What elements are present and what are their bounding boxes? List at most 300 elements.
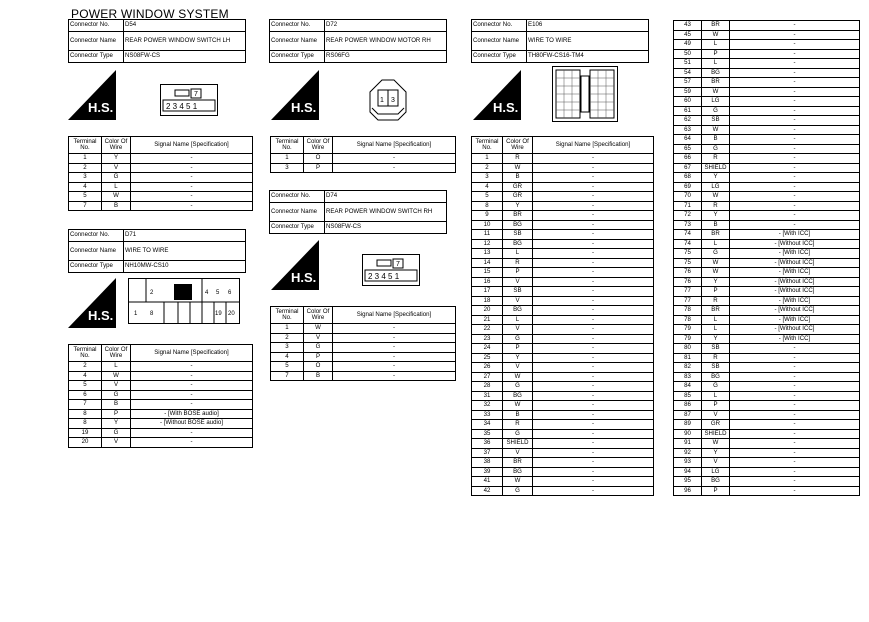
terminal-no: 76 <box>674 268 702 278</box>
hs-label: H.S. <box>88 100 114 115</box>
wire-color: BR <box>702 230 730 240</box>
header-signal: Signal Name [Specification] <box>131 137 253 154</box>
signal-name: - <box>533 391 654 401</box>
table-row <box>674 192 860 202</box>
wire-color: W <box>503 163 533 173</box>
terminal-no: 2 <box>69 163 102 173</box>
wire-color: BG <box>702 372 730 382</box>
wire-color: BR <box>503 211 533 221</box>
wire-color: BR <box>503 458 533 468</box>
hs-logo <box>68 278 116 328</box>
signal-name: - [Without ICC] <box>730 325 860 335</box>
terminal-no: 87 <box>674 410 702 420</box>
header-terminal: Terminal No. <box>271 307 304 324</box>
table-row <box>472 486 654 496</box>
signal-name: - <box>730 163 860 173</box>
table-row <box>271 154 456 164</box>
table-row <box>674 363 860 373</box>
terminal-no: 5 <box>271 362 304 372</box>
table-row <box>69 362 253 372</box>
header-signal: Signal Name [Specification] <box>533 137 654 154</box>
signal-name: - <box>533 163 654 173</box>
table-row <box>674 21 860 31</box>
table-row <box>674 439 860 449</box>
pin-label: 2 <box>150 290 154 296</box>
connector-info-d54 <box>68 19 246 63</box>
terminal-no: 3 <box>271 343 304 353</box>
table-row <box>472 382 654 392</box>
signal-name: - <box>333 343 456 353</box>
signal-name: - [With ICC] <box>730 315 860 325</box>
wire-color: P <box>304 352 333 362</box>
table-row <box>472 306 654 316</box>
terminal-no: 20 <box>69 438 102 448</box>
table-row <box>674 135 860 145</box>
connector-type: NS08FW-CS <box>325 222 447 234</box>
label-connector-name: Connector Name <box>270 32 325 51</box>
wire-color: L <box>102 182 131 192</box>
table-row <box>69 163 253 173</box>
terminal-no: 16 <box>472 277 503 287</box>
connector-type: RS06FG <box>325 51 447 63</box>
signal-name: - <box>533 429 654 439</box>
signal-name: - <box>333 163 456 173</box>
table-row <box>69 154 253 164</box>
wire-color: B <box>102 400 131 410</box>
connector-face-d74 <box>362 254 420 286</box>
terminal-no: 61 <box>674 106 702 116</box>
wire-color: V <box>503 296 533 306</box>
connector-info-e106 <box>471 19 649 63</box>
terminal-no: 42 <box>472 486 503 496</box>
table-row <box>472 344 654 354</box>
table-row <box>472 353 654 363</box>
wire-color: B <box>702 135 730 145</box>
wire-color: BG <box>503 391 533 401</box>
wire-color: Y <box>102 419 131 429</box>
table-row <box>69 201 253 211</box>
table-row <box>69 419 253 429</box>
terminal-no: 37 <box>472 448 503 458</box>
wire-color: W <box>304 324 333 334</box>
table-row <box>674 182 860 192</box>
wire-color: SB <box>503 230 533 240</box>
terminal-no: 70 <box>674 192 702 202</box>
terminal-no: 80 <box>674 344 702 354</box>
terminal-no: 74 <box>674 230 702 240</box>
table-row <box>472 477 654 487</box>
signal-name: - <box>730 448 860 458</box>
terminal-no: 33 <box>472 410 503 420</box>
wire-color: P <box>503 344 533 354</box>
terminal-no: 9 <box>472 211 503 221</box>
terminal-no: 74 <box>674 239 702 249</box>
terminal-no: 60 <box>674 97 702 107</box>
label-connector-name: Connector Name <box>69 32 124 51</box>
table-row <box>674 334 860 344</box>
terminal-no: 49 <box>674 40 702 50</box>
table-row <box>674 410 860 420</box>
signal-name: - <box>333 371 456 381</box>
table-row <box>674 391 860 401</box>
signal-name: - <box>730 59 860 69</box>
connector-info-d71 <box>68 229 246 273</box>
signal-name: - <box>533 182 654 192</box>
signal-name: - <box>131 192 253 202</box>
terminal-no: 5 <box>69 192 102 202</box>
signal-name: - <box>730 420 860 430</box>
wire-color: L <box>702 40 730 50</box>
table-row <box>472 211 654 221</box>
terminal-no: 92 <box>674 448 702 458</box>
hs-logo <box>271 70 319 120</box>
wire-color: BR <box>702 78 730 88</box>
table-row <box>69 400 253 410</box>
signal-name: - [Without ICC] <box>730 306 860 316</box>
table-row <box>472 201 654 211</box>
wire-color: SB <box>702 116 730 126</box>
terminal-no: 3 <box>69 173 102 183</box>
table-row <box>674 353 860 363</box>
table-row <box>674 106 860 116</box>
pin-label-top: 7 <box>396 261 400 268</box>
table-row <box>472 249 654 259</box>
signal-name: - [With ICC] <box>730 249 860 259</box>
wire-color: R <box>702 154 730 164</box>
connector-no: D71 <box>124 230 246 242</box>
signal-name: - <box>131 362 253 372</box>
terminal-no: 66 <box>674 154 702 164</box>
signal-name: - <box>533 277 654 287</box>
terminal-no: 38 <box>472 458 503 468</box>
wire-color: Y <box>503 353 533 363</box>
signal-name: - [Without ICC] <box>730 287 860 297</box>
wire-color: B <box>503 410 533 420</box>
terminal-table-d74 <box>270 306 456 381</box>
signal-name: - <box>730 78 860 88</box>
signal-name: - <box>730 486 860 496</box>
wire-color: V <box>503 363 533 373</box>
table-row <box>69 192 253 202</box>
wire-color: R <box>702 296 730 306</box>
wire-color: G <box>503 486 533 496</box>
table-row <box>472 154 654 164</box>
signal-name: - <box>533 211 654 221</box>
wire-color: SHIELD <box>702 429 730 439</box>
wire-color: BR <box>702 306 730 316</box>
table-row <box>674 477 860 487</box>
terminal-no: 17 <box>472 287 503 297</box>
terminal-no: 77 <box>674 287 702 297</box>
wire-color: V <box>304 333 333 343</box>
signal-name: - <box>533 201 654 211</box>
wire-color: G <box>102 428 131 438</box>
table-row <box>674 97 860 107</box>
wire-color: V <box>503 325 533 335</box>
signal-name: - <box>533 353 654 363</box>
table-row <box>674 59 860 69</box>
wire-color: LG <box>702 97 730 107</box>
terminal-no: 8 <box>69 419 102 429</box>
signal-name: - <box>730 363 860 373</box>
terminal-no: 41 <box>472 477 503 487</box>
wire-color: Y <box>702 334 730 344</box>
signal-name: - [With ICC] <box>730 334 860 344</box>
terminal-no: 65 <box>674 144 702 154</box>
signal-name: - <box>533 287 654 297</box>
wire-color: GR <box>503 192 533 202</box>
table-row <box>271 324 456 334</box>
wire-color: Y <box>503 201 533 211</box>
table-row <box>271 362 456 372</box>
signal-name: - <box>730 410 860 420</box>
table-row <box>69 409 253 419</box>
wire-color: L <box>503 249 533 259</box>
wire-color: R <box>702 353 730 363</box>
terminal-no: 22 <box>472 325 503 335</box>
wire-color: SB <box>503 287 533 297</box>
terminal-no: 96 <box>674 486 702 496</box>
wire-color: G <box>304 343 333 353</box>
signal-name: - [Without ICC] <box>730 277 860 287</box>
terminal-no: 5 <box>472 192 503 202</box>
terminal-table-e106 <box>471 136 654 496</box>
wire-color: SB <box>702 363 730 373</box>
signal-name: - <box>730 382 860 392</box>
table-row <box>674 382 860 392</box>
hs-label: H.S. <box>291 100 317 115</box>
signal-name: - <box>730 68 860 78</box>
header-signal: Signal Name [Specification] <box>333 137 456 154</box>
signal-name: - <box>730 144 860 154</box>
connector-no: D54 <box>124 20 246 32</box>
terminal-no: 39 <box>472 467 503 477</box>
terminal-no: 5 <box>69 381 102 391</box>
table-row <box>69 390 253 400</box>
signal-name: - <box>730 125 860 135</box>
signal-name: - <box>533 363 654 373</box>
header-color: Color Of Wire <box>102 137 131 154</box>
terminal-no: 85 <box>674 391 702 401</box>
signal-name: - <box>533 382 654 392</box>
table-row <box>674 258 860 268</box>
signal-name: - <box>730 21 860 31</box>
signal-name: - <box>131 154 253 164</box>
signal-name: - <box>533 173 654 183</box>
signal-name: - <box>533 325 654 335</box>
terminal-no: 82 <box>674 363 702 373</box>
pin-label-bottom: 2 3 4 5 1 <box>368 272 400 281</box>
table-row <box>271 333 456 343</box>
table-row <box>69 173 253 183</box>
terminal-no: 79 <box>674 325 702 335</box>
connector-type: TH80FW-CS16-TM4 <box>527 51 649 63</box>
table-row <box>674 287 860 297</box>
connector-name: REAR POWER WINDOW SWITCH LH <box>124 32 246 51</box>
table-row <box>674 249 860 259</box>
table-row <box>472 372 654 382</box>
table-row <box>69 438 253 448</box>
wire-color: GR <box>503 182 533 192</box>
label-connector-no: Connector No. <box>270 191 325 203</box>
signal-name: - <box>131 438 253 448</box>
header-signal: Signal Name [Specification] <box>333 307 456 324</box>
signal-name: - <box>730 135 860 145</box>
signal-name: - <box>730 87 860 97</box>
signal-name: - <box>533 410 654 420</box>
wire-color: B <box>304 371 333 381</box>
label-connector-type: Connector Type <box>472 51 527 63</box>
wire-color: LG <box>702 467 730 477</box>
signal-name: - <box>333 362 456 372</box>
wire-color: G <box>702 249 730 259</box>
table-row <box>472 429 654 439</box>
table-row <box>674 154 860 164</box>
wire-color: W <box>102 371 131 381</box>
table-row <box>472 467 654 477</box>
wire-color: V <box>102 163 131 173</box>
wire-color: G <box>503 429 533 439</box>
hs-logo <box>68 70 116 120</box>
label-connector-no: Connector No. <box>270 20 325 32</box>
table-row <box>69 428 253 438</box>
wire-color: GR <box>702 420 730 430</box>
wire-color: O <box>304 154 333 164</box>
wire-color: SHIELD <box>503 439 533 449</box>
table-row <box>674 68 860 78</box>
signal-name: - <box>730 220 860 230</box>
wire-color: V <box>503 448 533 458</box>
terminal-no: 10 <box>472 220 503 230</box>
signal-name: - <box>730 458 860 468</box>
header-terminal: Terminal No. <box>69 345 102 362</box>
header-color: Color Of Wire <box>503 137 533 154</box>
connector-name: REAR POWER WINDOW MOTOR RH <box>325 32 447 51</box>
pin-label: 3 <box>391 97 395 104</box>
wire-color: L <box>702 59 730 69</box>
table-row <box>674 315 860 325</box>
signal-name: - <box>730 40 860 50</box>
pin-label: 8 <box>150 311 154 317</box>
pin-label: 4 <box>205 290 209 296</box>
table-row <box>674 420 860 430</box>
label-connector-type: Connector Type <box>69 261 124 273</box>
terminal-no: 73 <box>674 220 702 230</box>
terminal-no: 32 <box>472 401 503 411</box>
wire-color: V <box>102 381 131 391</box>
table-row <box>674 344 860 354</box>
terminal-no: 75 <box>674 258 702 268</box>
signal-name: - [With ICC] <box>730 268 860 278</box>
table-row <box>674 163 860 173</box>
signal-name: - <box>131 201 253 211</box>
terminal-no: 75 <box>674 249 702 259</box>
table-row <box>472 173 654 183</box>
connector-name: WIRE TO WIRE <box>124 242 246 261</box>
wire-color: V <box>702 458 730 468</box>
wire-color: BG <box>503 239 533 249</box>
hs-logo <box>473 70 521 120</box>
signal-name: - [With ICC] <box>730 296 860 306</box>
wire-color: W <box>503 477 533 487</box>
terminal-no: 18 <box>472 296 503 306</box>
terminal-no: 26 <box>472 363 503 373</box>
signal-name: - <box>131 381 253 391</box>
table-row <box>69 182 253 192</box>
signal-name: - [Without ICC] <box>730 258 860 268</box>
pin-label-bottom: 2 3 4 5 1 <box>166 102 198 111</box>
wire-color: P <box>304 163 333 173</box>
wire-color: BG <box>702 68 730 78</box>
signal-name: - <box>131 182 253 192</box>
signal-name: - <box>730 477 860 487</box>
signal-name: - <box>533 477 654 487</box>
table-row <box>674 458 860 468</box>
table-row <box>674 116 860 126</box>
connector-no: D74 <box>325 191 447 203</box>
table-row <box>674 325 860 335</box>
signal-name: - <box>730 401 860 411</box>
terminal-no: 54 <box>674 68 702 78</box>
terminal-no: 1 <box>271 154 304 164</box>
terminal-no: 50 <box>674 49 702 59</box>
table-row <box>472 258 654 268</box>
terminal-no: 21 <box>472 315 503 325</box>
connector-name: REAR POWER WINDOW SWITCH RH <box>325 203 447 222</box>
terminal-no: 95 <box>674 477 702 487</box>
terminal-no: 1 <box>69 154 102 164</box>
terminal-no: 7 <box>69 400 102 410</box>
wire-color: P <box>702 486 730 496</box>
terminal-no: 72 <box>674 211 702 221</box>
wire-color: W <box>503 401 533 411</box>
hs-logo <box>271 240 319 290</box>
signal-name: - <box>730 30 860 40</box>
header-terminal: Terminal No. <box>69 137 102 154</box>
terminal-no: 77 <box>674 296 702 306</box>
terminal-no: 3 <box>271 163 304 173</box>
table-row <box>472 363 654 373</box>
terminal-no: 84 <box>674 382 702 392</box>
terminal-no: 20 <box>472 306 503 316</box>
wire-color: G <box>102 173 131 183</box>
terminal-no: 34 <box>472 420 503 430</box>
signal-name: - <box>730 353 860 363</box>
terminal-table-d54 <box>68 136 253 211</box>
wire-color: W <box>503 372 533 382</box>
terminal-no: 71 <box>674 201 702 211</box>
table-row <box>674 239 860 249</box>
signal-name: - <box>131 173 253 183</box>
signal-name: - <box>730 97 860 107</box>
signal-name: - <box>730 106 860 116</box>
signal-name: - <box>730 49 860 59</box>
signal-name: - <box>730 467 860 477</box>
signal-name: - <box>533 420 654 430</box>
pin-label: 1 <box>134 311 138 317</box>
wire-color: Y <box>702 277 730 287</box>
terminal-table-d72 <box>270 136 456 173</box>
wire-color: Y <box>702 448 730 458</box>
wire-color: B <box>503 173 533 183</box>
connector-face-d72 <box>366 78 410 122</box>
connector-no: D72 <box>325 20 447 32</box>
connector-info-d74 <box>269 190 447 234</box>
signal-name: - <box>533 486 654 496</box>
terminal-no: 4 <box>69 182 102 192</box>
terminal-no: 7 <box>271 371 304 381</box>
wire-color: G <box>702 382 730 392</box>
